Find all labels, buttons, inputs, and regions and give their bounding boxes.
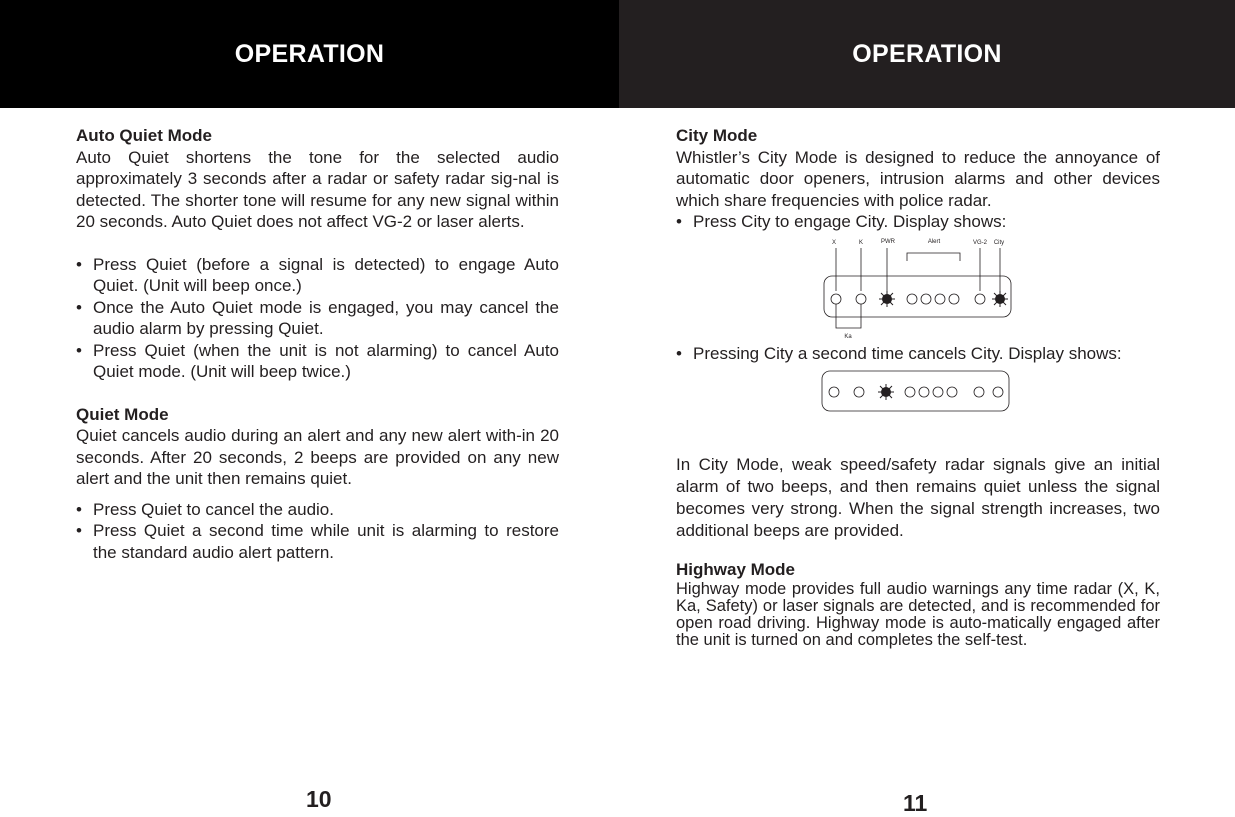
quiet-heading: Quiet Mode <box>76 404 169 424</box>
city-list-2 <box>676 343 1160 365</box>
auto-quiet-list <box>76 254 559 383</box>
label-vg2: VG-2 <box>972 239 988 246</box>
bullet-icon: • <box>76 254 82 274</box>
led-k <box>854 387 864 397</box>
list-item: • Press Quiet (when the unit is not alarming) to cancel Auto Quiet mode. (Unit will beep twice.) <box>76 340 559 381</box>
display-city-off <box>676 364 1160 454</box>
led-alert-3 <box>935 294 945 304</box>
quiet-list <box>76 499 559 564</box>
led-alert-1 <box>907 294 917 304</box>
led-alert-4 <box>947 387 957 397</box>
right-page-content <box>676 125 1160 649</box>
list-item: • Press Quiet (before a signal is detected) to engage Auto Quiet. (Unit will beep once.) <box>76 254 559 295</box>
page-title-right: OPERATION <box>852 39 1002 68</box>
led-alert-2 <box>921 294 931 304</box>
auto-quiet-body: Auto Quiet shortens the tone for the selected audio approximately 3 seconds after a radar or safety radar sig-nal is detected. The shorter tone will resume for any new signal within 20 seconds. Auto Quiet does not affect VG-2 or laser alerts. <box>76 147 559 231</box>
led-city <box>993 387 1003 397</box>
bullet-icon: • <box>676 212 682 231</box>
city-list-1 <box>676 211 1160 233</box>
page-title-left: OPERATION <box>234 39 385 68</box>
list-item: • Press Quiet a second time while unit is alarming to restore the standard audio alert pattern. <box>76 521 559 562</box>
display-outline <box>824 276 1011 317</box>
led-alert-3 <box>933 387 943 397</box>
list-item: • Once the Auto Quiet mode is engaged, you may cancel the audio alarm by pressing Quiet. <box>76 297 559 338</box>
label-pwr: PWR <box>881 238 895 245</box>
led-alert-2 <box>919 387 929 397</box>
bullet-icon: • <box>76 521 82 540</box>
list-item: • Pressing City a second time cancels City. Display shows: <box>676 343 1122 363</box>
led-k <box>856 294 866 304</box>
list-item: • Press Quiet to cancel the audio. <box>76 499 334 519</box>
label-city: City <box>993 239 1005 246</box>
display-city-off-diagram <box>676 364 1160 424</box>
header-right <box>619 0 1235 108</box>
bullet-icon: • <box>76 499 82 519</box>
label-ka: Ka <box>844 333 852 340</box>
auto-quiet-heading: Auto Quiet Mode <box>76 126 212 145</box>
bullet-icon: • <box>76 340 82 360</box>
display-city-on <box>676 233 1160 343</box>
highway-body: Highway mode provides full audio warnings any time radar (X, K, Ka, Safety) or laser signals are detected, and is recommended for open road driving. Highway mode is auto-matically engaged after the unit is turned on and completes the self-test. <box>676 579 1160 649</box>
label-alert: Alert <box>927 238 941 245</box>
bullet-icon: • <box>76 297 82 317</box>
led-alert-4 <box>949 294 959 304</box>
header-left <box>0 0 619 108</box>
list-item: • Press City to engage City. Display shows: <box>676 212 1007 231</box>
page-number-left: 10 <box>306 786 332 812</box>
display-city-on-diagram <box>676 233 1160 343</box>
led-x <box>831 294 841 304</box>
led-vg2 <box>974 387 984 397</box>
city-body: Whistler’s City Mode is designed to reduce the annoyance of automatic door openers, intrusion alarms and other devices which share frequencies with police radar. <box>676 147 1160 210</box>
left-page-content <box>76 125 559 563</box>
led-alert-1 <box>905 387 915 397</box>
quiet-body: Quiet cancels audio during an alert and any new alert with-in 20 seconds. After 20 seconds, 2 beeps are provided on any new alert and the unit then remains quiet. <box>76 426 559 488</box>
label-x: X <box>831 239 837 246</box>
city-heading: City Mode <box>676 126 758 145</box>
led-x <box>829 387 839 397</box>
bullet-icon: • <box>676 343 682 363</box>
display-outline <box>822 371 1009 411</box>
city-after-body: In City Mode, weak speed/safety radar signals give an initial alarm of two beeps, and then remains quiet unless the signal becomes very strong. When the signal strength increases, two additional beeps are provided. <box>676 455 1160 540</box>
page-number-right: 11 <box>903 790 928 816</box>
led-vg2 <box>975 294 985 304</box>
highway-heading: Highway Mode <box>676 560 796 579</box>
label-k: K <box>858 239 864 246</box>
